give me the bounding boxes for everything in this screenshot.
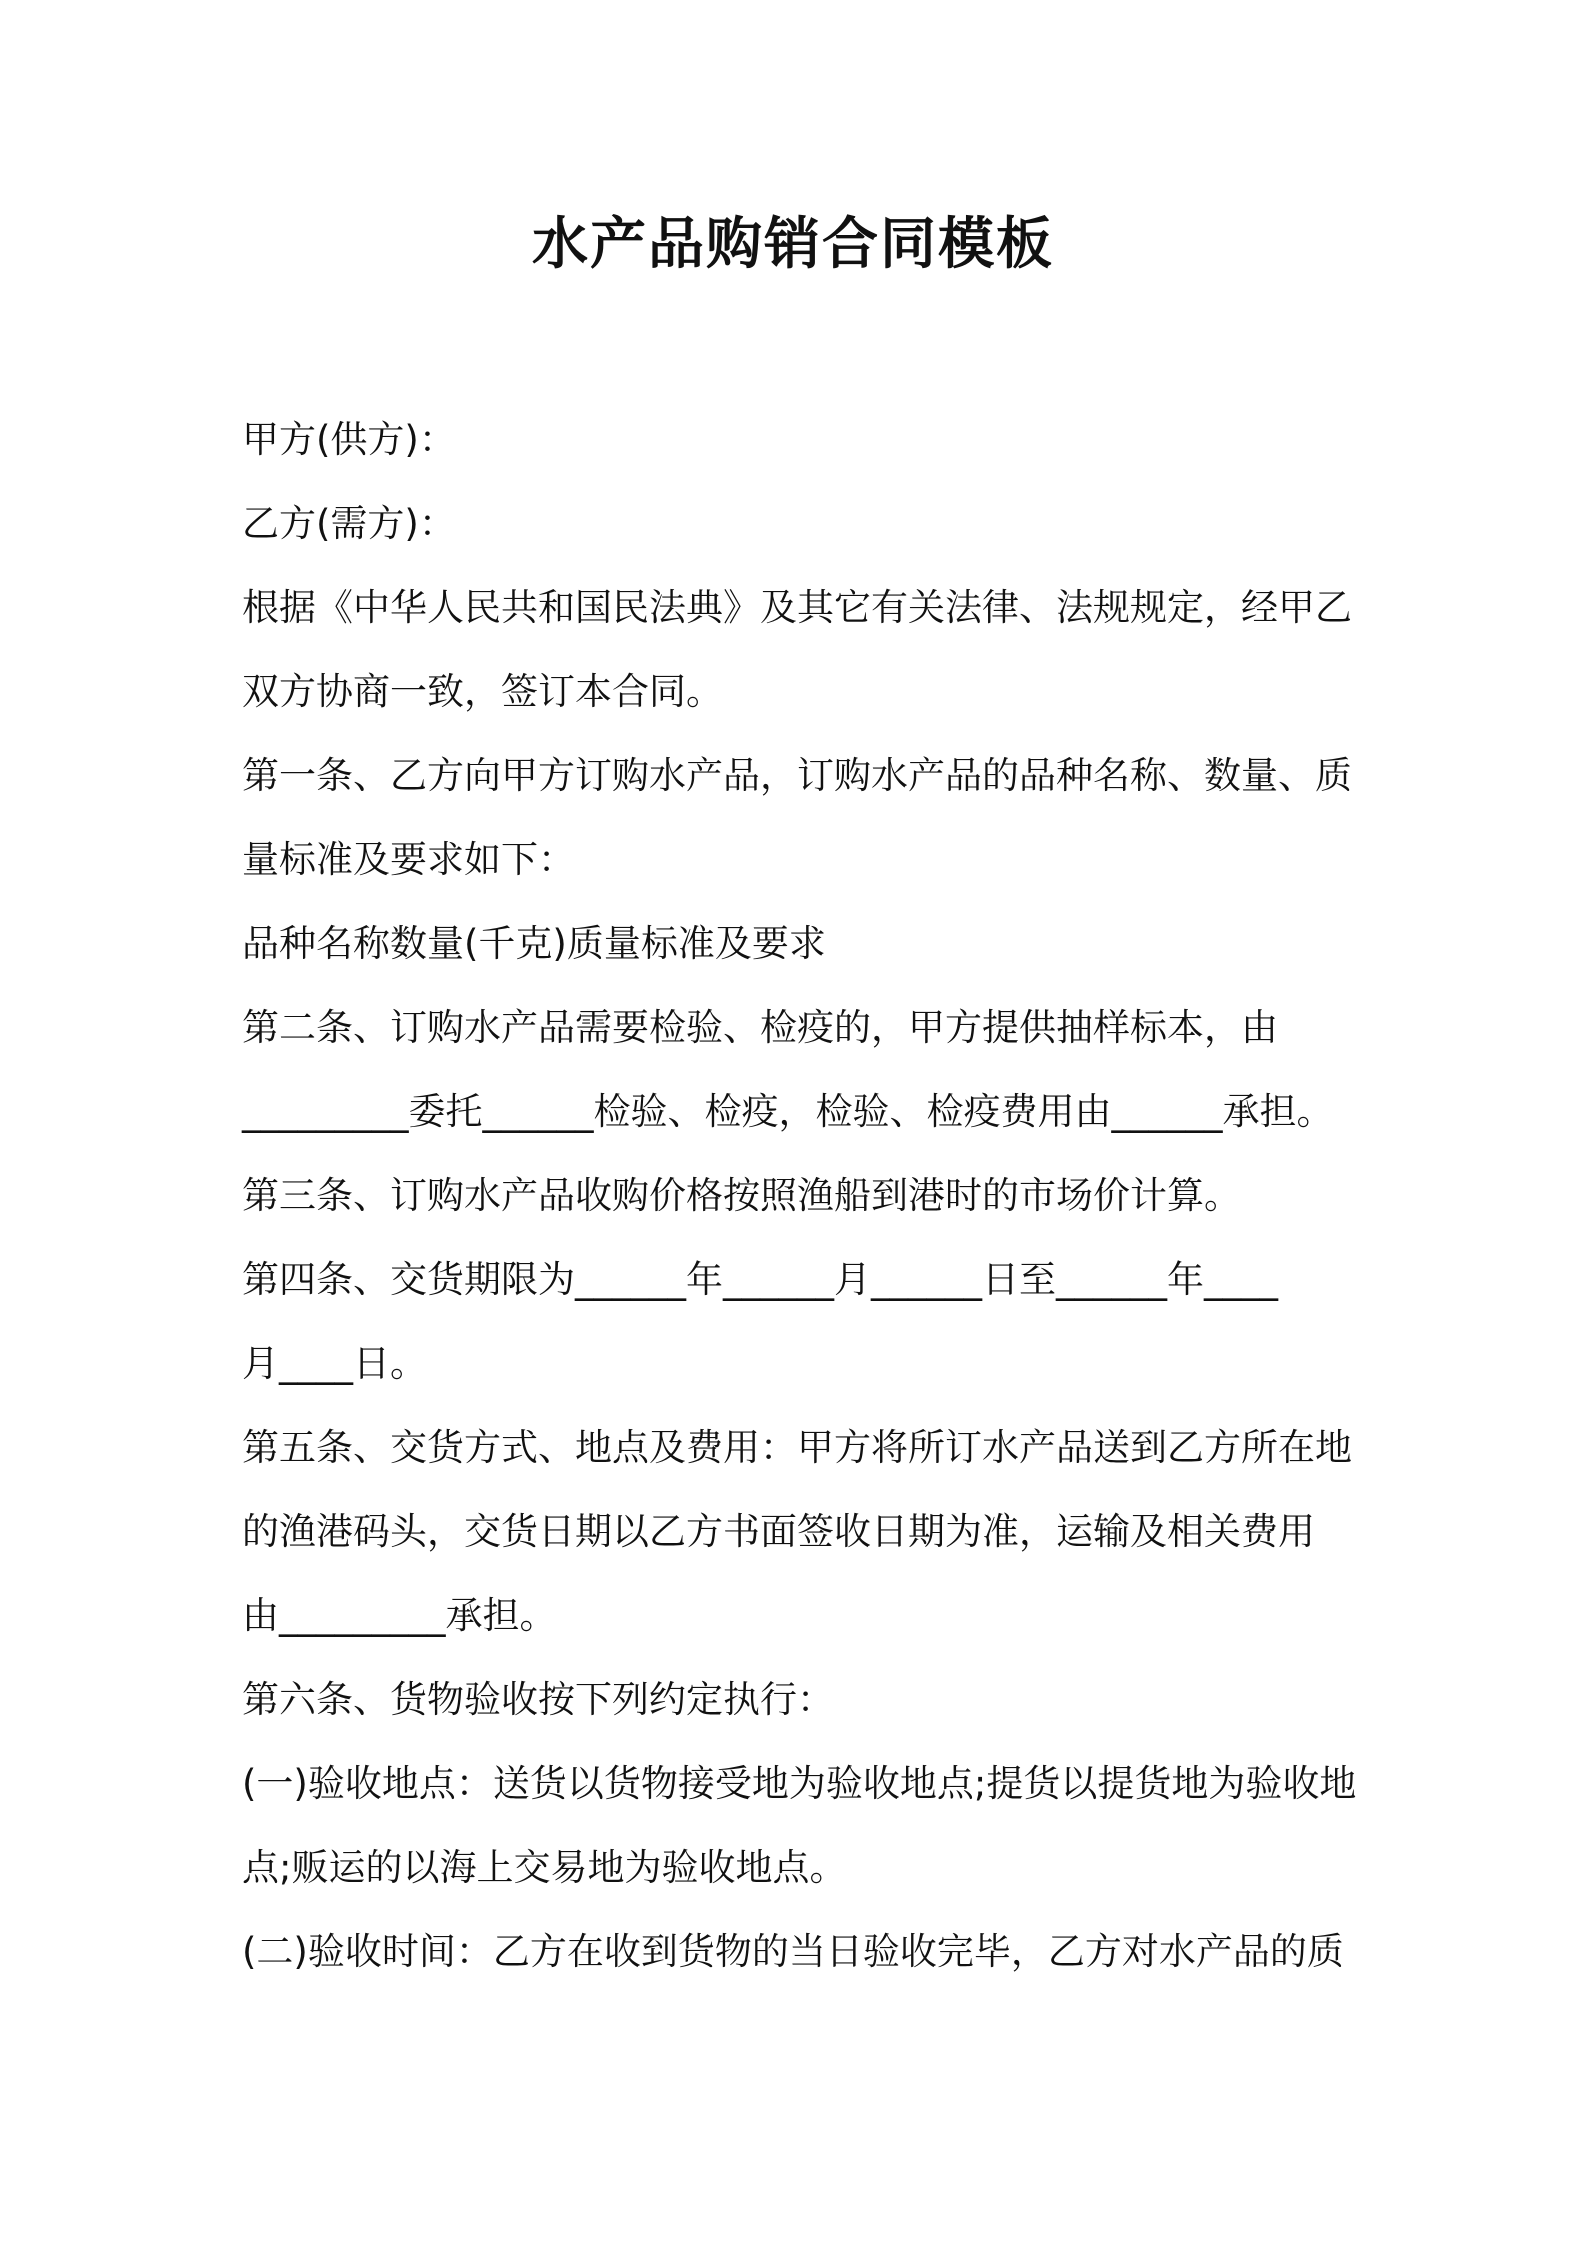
preamble-line: 根据《中华人民共和国民法典》及其它有关法律、法规规定，经甲乙	[242, 586, 1352, 629]
article-5-line: 的渔港码头，交货日期以乙方书面签收日期为准，运输及相关费用	[242, 1510, 1315, 1553]
article-4-line: 第四条、交货期限为______年______月______日至______年____	[242, 1258, 1278, 1301]
article-5-line: 第五条、交货方式、地点及费用：甲方将所订水产品送到乙方所在地	[242, 1426, 1352, 1469]
article-6-clause-1-line: 点;贩运的以海上交易地为验收地点。	[242, 1846, 847, 1889]
product-table-header: 品种名称数量(千克)质量标准及要求	[242, 922, 826, 965]
article-6-clause-2-line: (二)验收时间：乙方在收到货物的当日验收完毕，乙方对水产品的质	[242, 1930, 1344, 1973]
article-4-line: 月____日。	[242, 1342, 427, 1385]
party-b-line: 乙方(需方)：	[242, 502, 456, 545]
document-body	[242, 398, 1357, 1994]
preamble-line: 双方协商一致，签订本合同。	[242, 670, 723, 713]
document-title: 水产品购销合同模板	[532, 212, 1054, 277]
article-6-line: 第六条、货物验收按下列约定执行：	[242, 1678, 834, 1721]
article-1-line: 量标准及要求如下：	[242, 838, 575, 881]
party-a-line: 甲方(供方)：	[242, 418, 456, 461]
article-2-line: 第二条、订购水产品需要检验、检疫的，甲方提供抽样标本，由	[242, 1006, 1278, 1049]
article-5-line: 由_________承担。	[242, 1594, 557, 1637]
article-2-line: _________委托______检验、检疫，检验、检疫费用由______承担。	[242, 1090, 1334, 1133]
article-6-clause-1-line: (一)验收地点：送货以货物接受地为验收地点;提货以提货地为验收地	[242, 1762, 1357, 1805]
article-3-line: 第三条、订购水产品收购价格按照渔船到港时的市场价计算。	[242, 1174, 1241, 1217]
article-1-line: 第一条、乙方向甲方订购水产品，订购水产品的品种名称、数量、质	[242, 754, 1352, 797]
